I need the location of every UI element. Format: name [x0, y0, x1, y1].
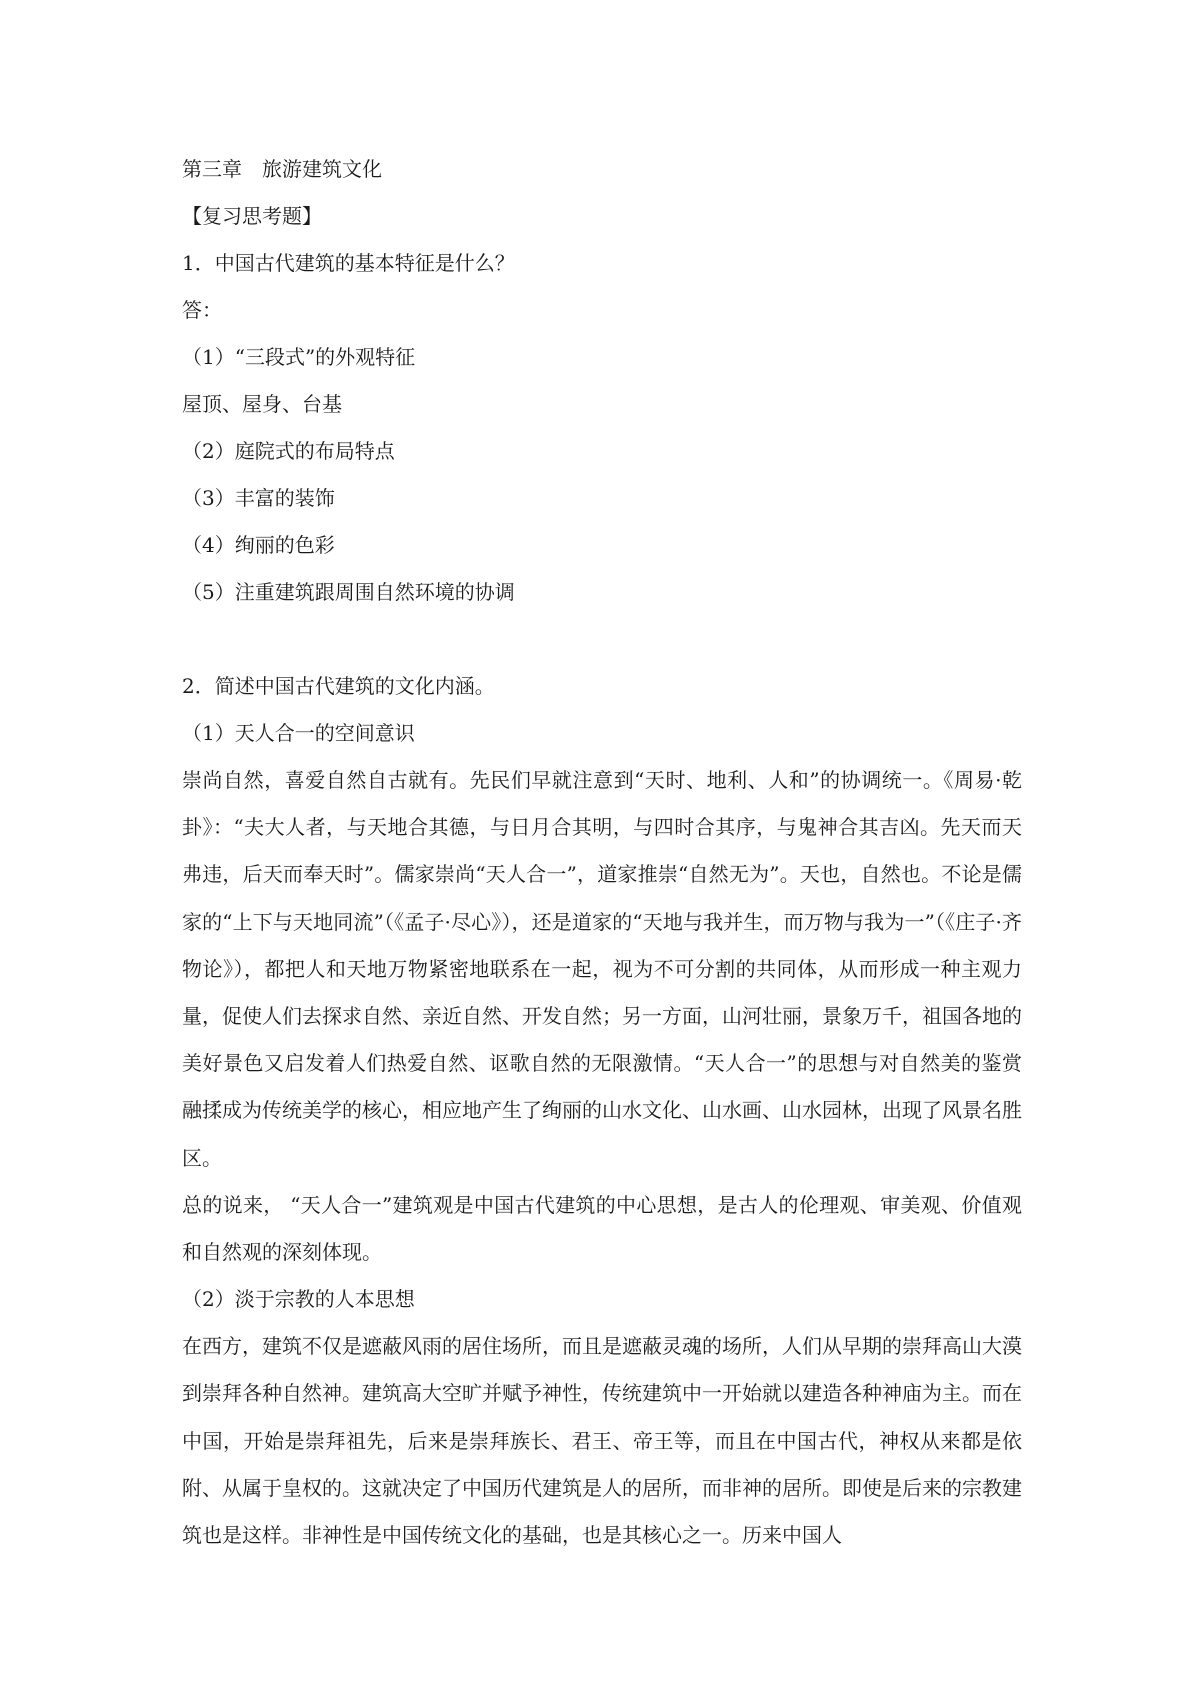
answer-label: 答：	[182, 298, 222, 322]
q1-item: （4）绚丽的色彩	[182, 533, 335, 557]
question-2: 2．简述中国古代建筑的文化内涵。	[182, 674, 495, 698]
q2-subtitle-1: （1）天人合一的空间意识	[182, 721, 415, 745]
spacer	[182, 616, 1022, 663]
q2-subtitle-2: （2）淡于宗教的人本思想	[182, 1287, 415, 1312]
q1-item: （2）庭院式的布局特点	[182, 439, 395, 463]
section-heading: 【复习思考题】	[182, 204, 322, 228]
q1-item: （5）注重建筑跟周围自然环境的协调	[182, 580, 515, 604]
q2-paragraph: 总的说来， “天人合一”建筑观是中国古代建筑的中心思想，是古人的伦理观、审美观、价值观和自然观的深刻体现。	[182, 1192, 1022, 1265]
q2-paragraph: 崇尚自然，喜爱自然自古就有。先民们早就注意到“天时、地利、人和”的协调统一。《周易·乾卦》：“夫大人者，与天地合其德，与日月合其明，与四时合其序，与鬼神合其吉凶。先天而天弗违，后天而奉天时”。儒家崇尚“天人合一”，道家推崇“自然无为”。天也，自然也。不论是儒家的“上下与天地同流”（《孟子·尽心》），还是道家的“天地与我并生，而万物与我为一”（《庄子·齐物论》），都把人和天地万物紧密地联系在一起，视为不可分割的共同体，从而形成一种主观力量，促使人们去探求自然、亲近自然、开发自然；另一方面，山河壮丽，景象万千，祖国各地的美好景色又启发着人们热爱自然、讴歌自然的无限激情。“天人合一”的思想与对自然美的鉴赏融揉成为传统美学的核心，相应地产生了绚丽的山水文化、山水画、山水园林，出现了风景名胜区。	[182, 768, 1022, 1170]
q1-item: （1）“三段式”的外观特征	[182, 345, 416, 369]
q1-item: 屋顶、屋身、台基	[182, 392, 342, 416]
q1-item: （3）丰富的装饰	[182, 486, 335, 510]
chapter-title: 第三章 旅游建筑文化	[182, 157, 382, 181]
document-page	[182, 146, 1022, 1559]
q2-paragraph: 在西方，建筑不仅是遮蔽风雨的居住场所，而且是遮蔽灵魂的场所，人们从早期的崇拜高山大漠到崇拜各种自然神。建筑高大空旷并赋予神性，传统建筑中一开始就以建造各种神庙为主。而在中国，开始是崇拜祖先，后来是崇拜族长、君王、帝王等，而且在中国古代，神权从来都是依附、从属于皇权的。这就决定了中国历代建筑是人的居所，而非神的居所。即使是后来的宗教建筑也是这样。非神性是中国传统文化的基础，也是其核心之一。历来中国人	[182, 1334, 1022, 1548]
question-1: 1．中国古代建筑的基本特征是什么？	[182, 251, 515, 275]
